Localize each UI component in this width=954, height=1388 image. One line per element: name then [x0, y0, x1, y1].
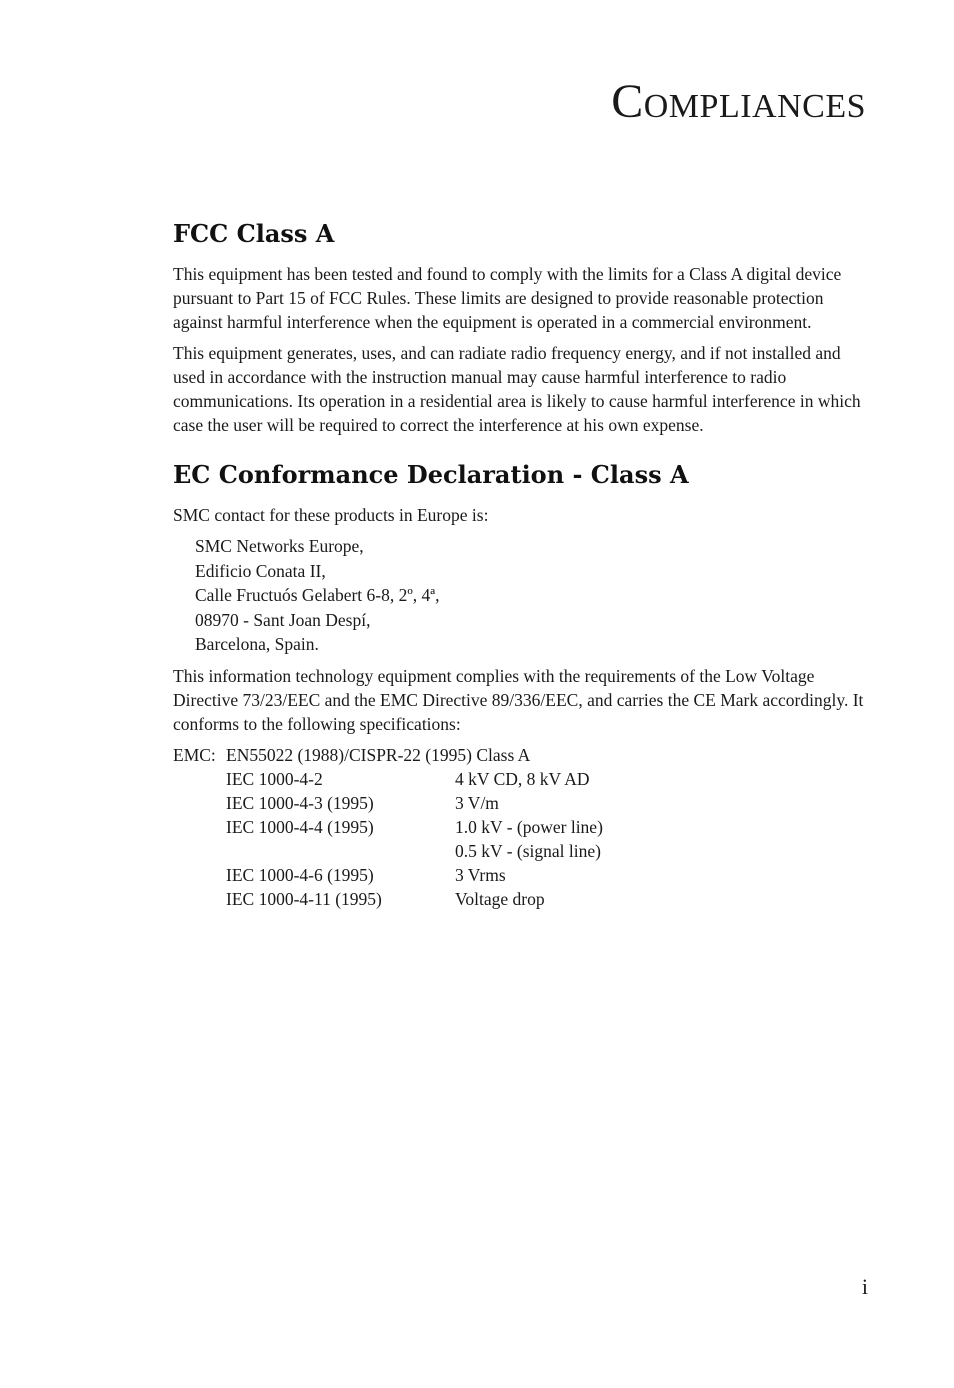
emc-spec-list: [173, 743, 873, 911]
address-line: Calle Fructuós Gelabert 6-8, 2º, 4ª,: [195, 585, 440, 605]
spec-standard: IEC 1000-4-2: [226, 768, 323, 789]
emc-main-row: [173, 743, 873, 767]
spec-row: [173, 863, 873, 887]
spec-value: 1.0 kV - (power line): [455, 816, 603, 837]
page-number: i: [861, 1274, 868, 1299]
spec-standard: [226, 839, 455, 863]
spec-value: 4 kV CD, 8 kV AD: [455, 768, 590, 789]
contact-address: [195, 534, 873, 657]
emc-label: EMC:: [173, 744, 216, 765]
page-title: Compliances: [611, 75, 866, 128]
spec-value: Voltage drop: [455, 888, 545, 909]
fcc-paragraph-2: This equipment generates, uses, and can radiate radio frequency energy, and if not installed and used in accordance with the instruction manual may cause harmful interference to radio communications. Its operation in a residential area is likely to cause harmful interference in which case the user will be required to correct the interference at his own expense.: [173, 343, 861, 435]
address-line: Barcelona, Spain.: [195, 634, 319, 654]
ec-compliance-text: This information technology equipment complies with the requirements of the Low Voltage Directive 73/23/EEC and the EMC Directive 89/336/EEC, and carries the CE Mark accordingly. It conforms to the following specifications:: [173, 665, 864, 734]
fcc-heading: FCC Class A: [173, 219, 335, 248]
address-line: 08970 - Sant Joan Despí,: [195, 609, 371, 630]
fcc-paragraph-1: This equipment has been tested and found to comply with the limits for a Class A digital device pursuant to Part 15 of FCC Rules. These limits are designed to provide reasonable protection against harmful interference when the equipment is operated in a commercial environment.: [173, 264, 842, 332]
spec-row: [173, 791, 873, 815]
spec-standard: IEC 1000-4-6 (1995): [226, 864, 374, 885]
address-line: Edificio Conata II,: [195, 560, 326, 581]
spec-standard: IEC 1000-4-4 (1995): [226, 816, 374, 837]
spec-standard: IEC 1000-4-3 (1995): [226, 792, 374, 813]
address-line: SMC Networks Europe,: [195, 536, 364, 556]
spec-value: 3 V/m: [455, 792, 499, 813]
spec-row: [173, 887, 873, 911]
emc-main-standard: EN55022 (1988)/CISPR-22 (1995) Class A: [226, 744, 531, 765]
spec-value: 3 Vrms: [455, 864, 506, 885]
ec-heading: EC Conformance Declaration - Class A: [173, 460, 689, 489]
ec-contact-intro: SMC contact for these products in Europe is:: [173, 505, 489, 525]
document-body: [173, 218, 873, 911]
spec-row: [173, 767, 873, 791]
spec-row: [173, 839, 873, 863]
spec-value: 0.5 kV - (signal line): [455, 840, 601, 861]
spec-row: [173, 815, 873, 839]
spec-standard: IEC 1000-4-11 (1995): [226, 888, 382, 909]
